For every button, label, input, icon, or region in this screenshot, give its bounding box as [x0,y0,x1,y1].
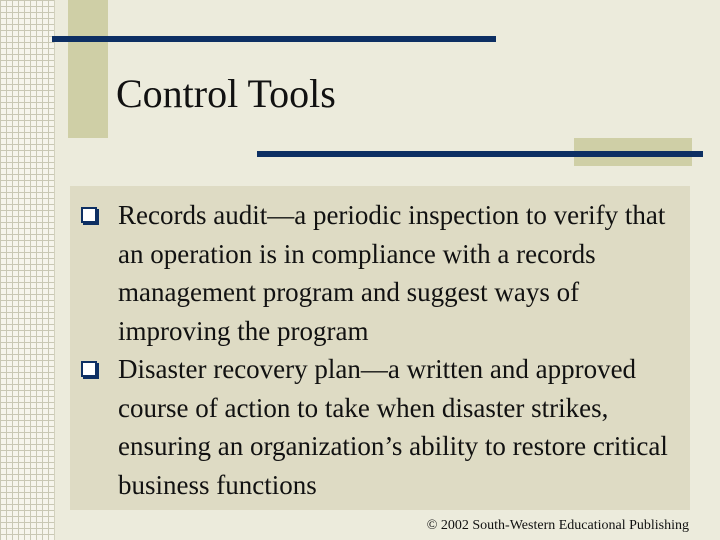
bullet-item-records-audit [76,196,686,350]
title-accent-block [68,0,108,138]
bullet-text: Disaster recovery plan—a written and approved course of action to take when disaster strikes, ensuring an organization’s ability to restore critical business functions [118,354,668,500]
slide-title: Control Tools [116,71,336,116]
checkbox-icon [81,207,97,223]
decorative-grid-strip [0,0,55,540]
content-panel [70,186,690,510]
subtitle-rule [257,151,703,157]
checkbox-icon [81,361,97,377]
bullet-item-disaster-recovery [76,350,686,504]
title-rule [52,36,496,42]
copyright-footer: © 2002 South-Western Educational Publishing [426,518,689,533]
bullet-list [76,196,686,504]
bullet-text: Records audit—a periodic inspection to verify that an operation is in compliance with a records management program and suggest ways of improving the program [118,200,666,346]
